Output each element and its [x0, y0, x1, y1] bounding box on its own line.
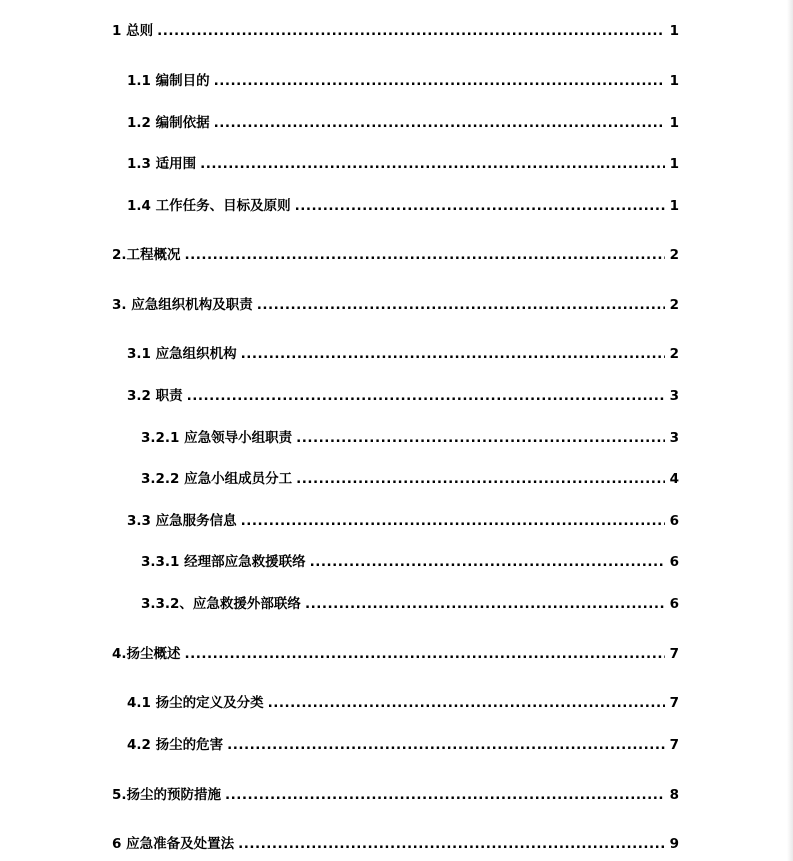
toc-entry[interactable]	[127, 153, 679, 175]
toc-entry[interactable]	[141, 593, 679, 615]
toc-entry[interactable]	[112, 294, 679, 316]
toc-entry[interactable]	[112, 244, 679, 266]
toc-entry-page: 3	[669, 430, 679, 446]
toc-entry-page: 6	[669, 513, 679, 529]
toc-entry[interactable]	[127, 195, 679, 217]
toc-entry-page: 1	[669, 156, 679, 172]
toc-entry-title: 1.2 编制依据	[127, 115, 210, 131]
toc-dot-leader	[200, 153, 665, 175]
toc-entry-page: 2	[669, 297, 679, 313]
toc-entry-page: 7	[669, 646, 679, 662]
toc-entry-page: 1	[669, 198, 679, 214]
toc-entry[interactable]	[112, 833, 679, 855]
toc-entry-page: 2	[669, 247, 679, 263]
toc-entry-title: 4.扬尘概述	[112, 646, 181, 662]
toc-entry-page: 8	[669, 787, 679, 803]
toc-dot-leader	[185, 244, 665, 266]
toc-dot-leader	[225, 784, 665, 806]
toc-entry-title: 3.1 应急组织机构	[127, 346, 237, 362]
toc-dot-leader	[185, 643, 665, 665]
toc-dot-leader	[238, 833, 665, 855]
toc-entry-page: 3	[669, 388, 679, 404]
toc-entry-title: 3.3.2、应急救援外部联络	[141, 596, 301, 612]
toc-entry-page: 6	[669, 596, 679, 612]
toc-entry-title: 1.1 编制目的	[127, 73, 210, 89]
toc-dot-leader	[241, 343, 665, 365]
toc-dot-leader	[295, 195, 665, 217]
toc-entry[interactable]	[127, 385, 679, 407]
toc-entry-title: 3.2 职责	[127, 388, 183, 404]
toc-dot-leader	[296, 468, 665, 490]
toc-entry-title: 5.扬尘的预防措施	[112, 787, 222, 803]
toc-dot-leader	[214, 70, 665, 92]
toc-entry[interactable]	[127, 692, 679, 714]
toc-dot-leader	[305, 593, 665, 615]
toc-entry[interactable]	[127, 343, 679, 365]
toc-entry[interactable]	[112, 784, 679, 806]
toc-entry[interactable]	[127, 734, 679, 756]
toc-dot-leader	[268, 692, 665, 714]
toc-entry-page: 2	[669, 346, 679, 362]
toc-dot-leader	[310, 551, 665, 573]
toc-entry-title: 4.2 扬尘的危害	[127, 737, 224, 753]
toc-entry-title: 3.3.1 经理部应急救援联络	[141, 554, 306, 570]
page-edge-shadow	[787, 0, 793, 861]
toc-entry-page: 7	[669, 737, 679, 753]
toc-entry[interactable]	[127, 510, 679, 532]
toc-entry[interactable]	[127, 70, 679, 92]
toc-entry-title: 6 应急准备及处置法	[112, 836, 235, 852]
toc-entry-page: 1	[669, 23, 679, 39]
toc-entry-title: 3.2.1 应急领导小组职责	[141, 430, 293, 446]
toc-entry-page: 6	[669, 554, 679, 570]
toc-entry-title: 1.4 工作任务、目标及原则	[127, 198, 291, 214]
toc-entry-title: 4.1 扬尘的定义及分类	[127, 695, 264, 711]
toc-dot-leader	[187, 385, 665, 407]
toc-entry[interactable]	[112, 643, 679, 665]
toc-entry-title: 2.工程概况	[112, 247, 181, 263]
toc-dot-leader	[227, 734, 665, 756]
toc-entry-page: 9	[669, 836, 679, 852]
toc-entry-title: 3. 应急组织机构及职责	[112, 297, 253, 313]
toc-entry-title: 3.3 应急服务信息	[127, 513, 237, 529]
toc-dot-leader	[214, 112, 665, 134]
toc-dot-leader	[241, 510, 665, 532]
toc-entry[interactable]	[127, 112, 679, 134]
toc-entry[interactable]	[141, 468, 679, 490]
toc-dot-leader	[257, 294, 665, 316]
toc-entry-title: 1 总则	[112, 23, 154, 39]
toc-entry[interactable]	[141, 551, 679, 573]
toc-entry-page: 1	[669, 115, 679, 131]
toc-entry-title: 1.3 适用围	[127, 156, 197, 172]
toc-entry[interactable]	[141, 427, 679, 449]
toc-entry-page: 7	[669, 695, 679, 711]
toc-entry-page: 1	[669, 73, 679, 89]
toc-entry[interactable]	[112, 20, 679, 42]
toc-dot-leader	[296, 427, 665, 449]
toc-dot-leader	[157, 20, 665, 42]
toc-entry-page: 4	[669, 471, 679, 487]
toc-entry-title: 3.2.2 应急小组成员分工	[141, 471, 293, 487]
